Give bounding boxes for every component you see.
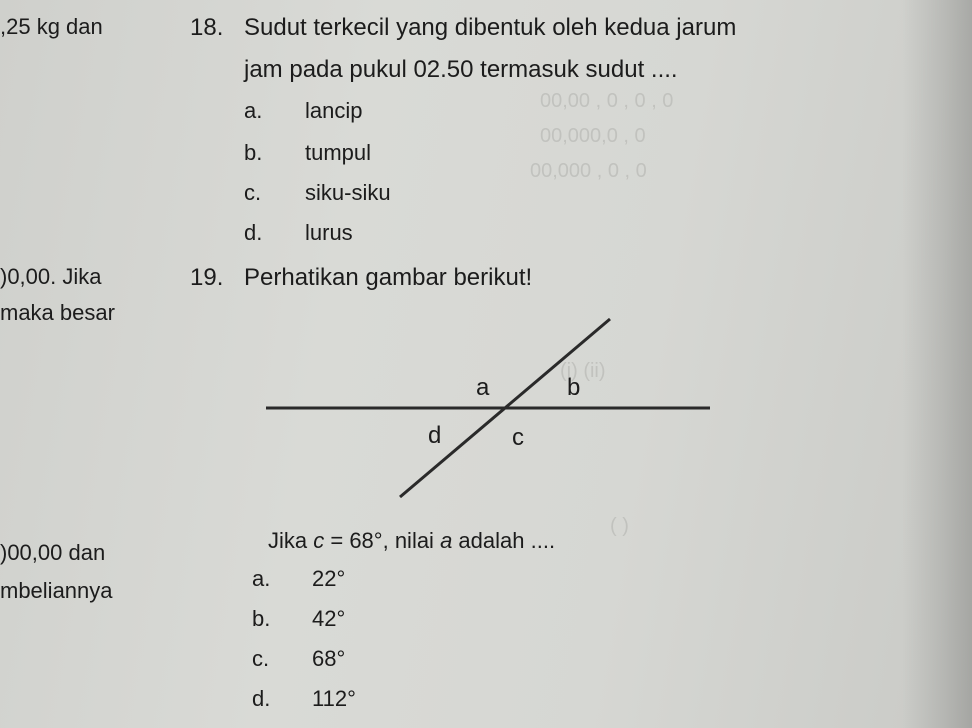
prompt-eq: = 68°, nilai <box>324 528 441 553</box>
left-fragment-3: maka besar <box>0 300 115 325</box>
option-18-b-text: tumpul <box>305 140 372 165</box>
option-18-d-text: lurus <box>305 220 353 245</box>
question-number: 18. <box>190 14 224 41</box>
show-through-text: (i) (ii) <box>560 360 606 382</box>
option-19-c-letter: c. <box>252 646 270 671</box>
show-through-text: ( ) <box>610 515 629 537</box>
angle-figure <box>262 315 722 505</box>
question-19-prompt <box>268 528 555 554</box>
option-18-a-text: lancip <box>305 98 363 123</box>
option-18-d-letter: d. <box>244 220 263 245</box>
option-19-b-letter: b. <box>252 606 271 631</box>
left-fragment-1: ,25 kg dan <box>0 14 103 39</box>
left-fragment-2: )0,00. Jika <box>0 264 102 289</box>
question-18 <box>190 14 223 42</box>
option-19-c-text: 68° <box>312 646 346 671</box>
prompt-post: adalah .... <box>452 528 556 553</box>
label-b: b <box>567 374 581 401</box>
prompt-var-c: c <box>313 528 325 553</box>
question-18-line1: Sudut terkecil yang dibentuk oleh kedua jarum <box>244 14 737 41</box>
option-19-a-letter: a. <box>252 566 271 591</box>
show-through-text: 00,000,0 , 0 <box>540 125 646 147</box>
option-19-b-text: 42° <box>312 606 346 631</box>
show-through-text: 00,00 , 0 , 0 , 0 <box>540 90 674 112</box>
option-18-c-letter: c. <box>244 180 262 205</box>
page-edge-shadow <box>902 0 972 728</box>
left-fragment-4: )00,00 dan <box>0 540 106 565</box>
label-c: c <box>512 424 524 451</box>
option-19-a-text: 22° <box>312 566 346 591</box>
show-through-text: 00,000 , 0 , 0 <box>530 160 647 182</box>
question-19-line1: Perhatikan gambar berikut! <box>244 264 533 291</box>
label-a: a <box>476 374 490 401</box>
option-18-b-letter: b. <box>244 140 263 165</box>
prompt-var-a: a <box>440 528 453 553</box>
option-18-a-letter: a. <box>244 98 263 123</box>
option-18-c-text: siku-siku <box>305 180 391 205</box>
option-19-d-text: 112° <box>312 686 356 711</box>
option-19-d-letter: d. <box>252 686 271 711</box>
question-19-number: 19. <box>190 264 224 291</box>
prompt-pre: Jika <box>268 528 314 553</box>
label-d: d <box>428 422 442 449</box>
left-fragment-5: mbeliannya <box>0 578 113 603</box>
question-18-line2: jam pada pukul 02.50 termasuk sudut .... <box>244 56 678 83</box>
